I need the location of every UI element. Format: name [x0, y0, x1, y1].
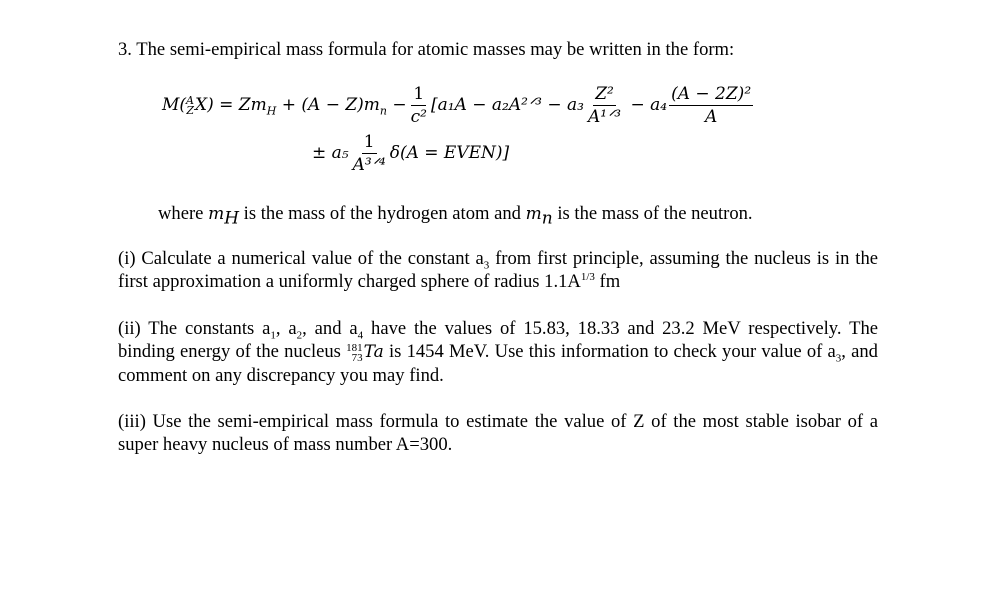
fraction-numerator: Z²	[595, 84, 614, 104]
fraction-numerator: 1	[413, 84, 425, 104]
fraction-asymmetry	[669, 84, 753, 127]
question-heading: 3. The semi-empirical mass formula for atomic masses may be written in the form:	[118, 39, 735, 60]
formula-bracket: [a₁A − a₂A²ᐟ³ − a₃	[431, 95, 584, 115]
part-i-text: (i) Calculate a numerical value of the constant a	[118, 248, 484, 269]
part-iii-paragraph: (iii) Use the semi-empirical mass formula to estimate the value of Z of the most stable isobar of a super heavy nucleus of mass number A=300.	[118, 411, 878, 455]
where-text: is the mass of the neutron.	[552, 203, 753, 224]
formula-eq: ) = Zm	[207, 95, 267, 115]
mass-formula-line-1	[162, 84, 755, 127]
fraction-coulomb	[586, 84, 623, 127]
isotope-mass-number: A	[186, 93, 194, 107]
fraction-denominator: c²	[410, 107, 427, 127]
formula-plus: + (A − Z)m	[276, 95, 380, 115]
part-ii-text: , and a	[302, 318, 358, 339]
part-ii-text: , and comment on any discrepancy you may find.	[118, 341, 878, 386]
where-text: where	[158, 203, 209, 224]
part-i-paragraph	[118, 247, 878, 293]
part-i-sup: 1/3	[580, 270, 595, 283]
fraction-one-over-c2	[409, 84, 429, 127]
fraction-denominator: A³ᐟ⁴	[352, 155, 386, 175]
where-sentence	[158, 202, 753, 229]
symbol-mh-sub: H	[224, 208, 240, 229]
part-ii-paragraph	[118, 317, 878, 387]
isotope-symbol: Ta	[363, 342, 384, 362]
part-ii-sub: 1	[270, 329, 276, 342]
formula-pm: ± a₅	[312, 143, 349, 163]
part-i-sub: 3	[483, 259, 490, 272]
symbol-mh: m	[208, 204, 225, 224]
isotope-symbol: X	[195, 95, 208, 115]
mass-formula-line-2	[312, 132, 509, 175]
fraction-denominator: A¹ᐟ³	[587, 107, 622, 127]
fraction-numerator: (A − 2Z)²	[671, 84, 752, 104]
symbol-mn: m	[525, 204, 542, 224]
part-i-text: from first principle, assuming the nucleus is in the first approximation a uniformly charged sphere of radius 1.1A	[118, 248, 878, 292]
isotope-atomic-number: 73	[351, 351, 363, 364]
part-ii-sub: 4	[357, 329, 364, 342]
part-ii-sub: 2	[296, 329, 303, 342]
formula-minus: −	[387, 95, 407, 115]
tantalum-isotope	[346, 343, 363, 363]
isotope-mass-number: 181	[346, 341, 363, 354]
fraction-pairing	[351, 132, 388, 175]
formula-delta: δ(A = EVEN)]	[389, 143, 510, 163]
where-text: is the mass of the hydrogen atom and	[239, 203, 526, 224]
part-ii-text: is 1454 MeV. Use this information to check your value of a	[383, 341, 836, 362]
part-ii-text: have the values of 15.83, 18.33 and 23.2 MeV respectively. The binding energy of the nucleus	[118, 318, 878, 362]
fraction-numerator: 1	[363, 132, 375, 152]
formula-mass: M(	[162, 95, 187, 115]
formula-sub-n: n	[379, 104, 387, 118]
symbol-mn-sub: n	[541, 208, 553, 229]
formula-sub-h: H	[266, 104, 277, 118]
fraction-denominator: A	[704, 107, 718, 127]
isotope-atomic-number: Z	[186, 103, 194, 117]
isotope-notation	[186, 93, 194, 117]
part-ii-sub: 3	[835, 352, 842, 365]
part-ii-text: (ii) The constants a	[118, 318, 271, 339]
formula-minus-a4: − a₄	[625, 95, 668, 115]
part-i-text: fm	[594, 271, 621, 292]
part-ii-text: , a	[275, 318, 297, 339]
